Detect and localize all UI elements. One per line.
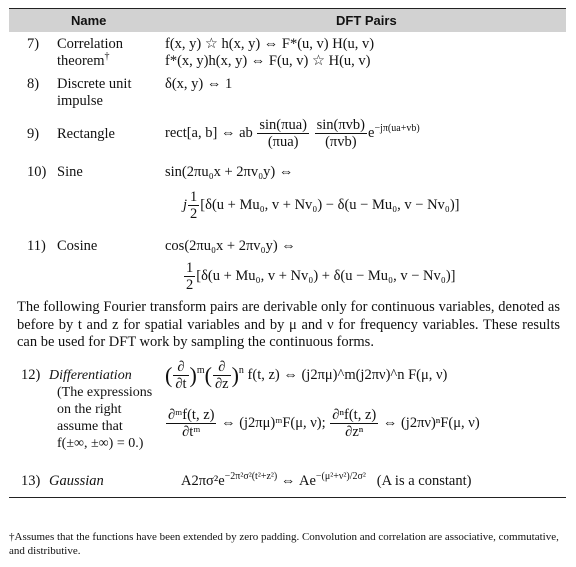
table-row-correlation [9,32,566,72]
table-row-gaussian [9,467,566,497]
row-formula-2: $\frac{1}{2}$ [δ(u + Mu₀, v + Nv₀) + δ(u − Mu₀, v − Nv₀)] [186,260,456,293]
dft-pairs-table [9,8,566,498]
row-number: 10) [27,164,47,180]
continuous-note-paragraph: The following Fourier transform pairs are derivable only for continuous variables, denoted as before by t and z for spatial variables and by μ and ν for frequency variables. These results can be used for DFT work by sampling the continuous forms. [17,299,560,350]
row-number: 11) [27,238,46,254]
row-name: Discrete unit impulse [57,76,132,109]
row-name: Differentiation (The expressions on the right assume that f(±∞, ±∞) = 0.) [49,367,153,451]
row-number: 9) [27,126,40,142]
table-row-differentiation [9,357,566,467]
table-header [9,9,566,32]
dft-pairs-table-page [9,8,566,498]
row-name: Gaussian [49,472,104,489]
header-dft-pairs: DFT Pairs [336,13,397,28]
table-row-sine [9,158,566,234]
row-name: Sine [57,164,83,180]
row-number: 7) [27,36,40,52]
fraction: $\frac{\text{sin(πua)}}{\text{(πua)}}$ [259,117,307,150]
row-formula-1: f(x, y) ☆ h(x, y) ⇔ F*(u, v) H(u, v) [165,36,375,52]
table-row-impulse [9,72,566,110]
fraction-half: $\frac{1}{2}$ [190,189,198,222]
row-formula-1: δ(x, y) ⇔ 1 [165,76,233,92]
row-name: Rectangle [57,126,115,142]
row-formula-2: $\frac{\text{∂ᵐf(t, z)}}{\text{∂tᵐ}}$ ⇔ (j2πμ)ᵐF(μ, ν); $\frac{\text{∂ⁿf(t, z)}}{\text{∂zⁿ}}$ ⇔ (j2πν)ⁿF(μ, ν) [168,406,480,440]
row-formula: $A2\pi\sigma^2e^{-2\pi^2\sigma^2(t^2+z^2)}$ ⇔ $Ae^{-(\mu^2+\nu^2)/2\sigma^2}$ (A is a constant) [181,470,472,489]
row-formula-1: cos(2πu₀x + 2πv₀y) ⇔ [165,238,296,254]
row-formula-1: ( $\frac{\partial}{\partial t}$ )$^m$( $\frac{\partial}{\partial z}$ )$^n$ f(t, z) ⇔ (j2πμ)^m(j2πν)^n F(μ, ν) [165,358,448,392]
row-name: Cosine [57,238,98,254]
fraction-half: $\frac{1}{2}$ [186,260,194,293]
table-row-cosine [9,234,566,296]
table-row-rectangle [9,110,566,158]
row-number: 12) [21,366,41,383]
row-formula: rect[a, b] ⇔ ab $\frac{\text{sin(πua)}}{\text{(πua)}}$ $\frac{\text{sin(πvb)}}{\text{(πvb)}}$ $e^{-j\pi(ua+vb)}$ [165,117,420,150]
row-number: 13) [21,472,41,489]
row-number: 8) [27,76,40,92]
footnote: †Assumes that the functions have been extended by zero padding. Convolution and correlation are associative, commutative, and distributive. [9,531,559,557]
row-name: Correlation theorem† [57,36,124,69]
header-name: Name [71,13,107,28]
row-formula-1: sin(2πu₀x + 2πv₀y) ⇔ [165,164,294,180]
row-formula-2: f*(x, y)h(x, y) ⇔ F(u, v) ☆ H(u, v) [165,53,371,69]
fraction: $\frac{\text{sin(πvb)}}{\text{(πvb)}}$ [316,117,366,150]
row-formula-2: j $\frac{1}{2}$ [δ(u + Mu₀, v + Nv₀) − δ(u − Mu₀, v − Nv₀)] [183,189,460,222]
